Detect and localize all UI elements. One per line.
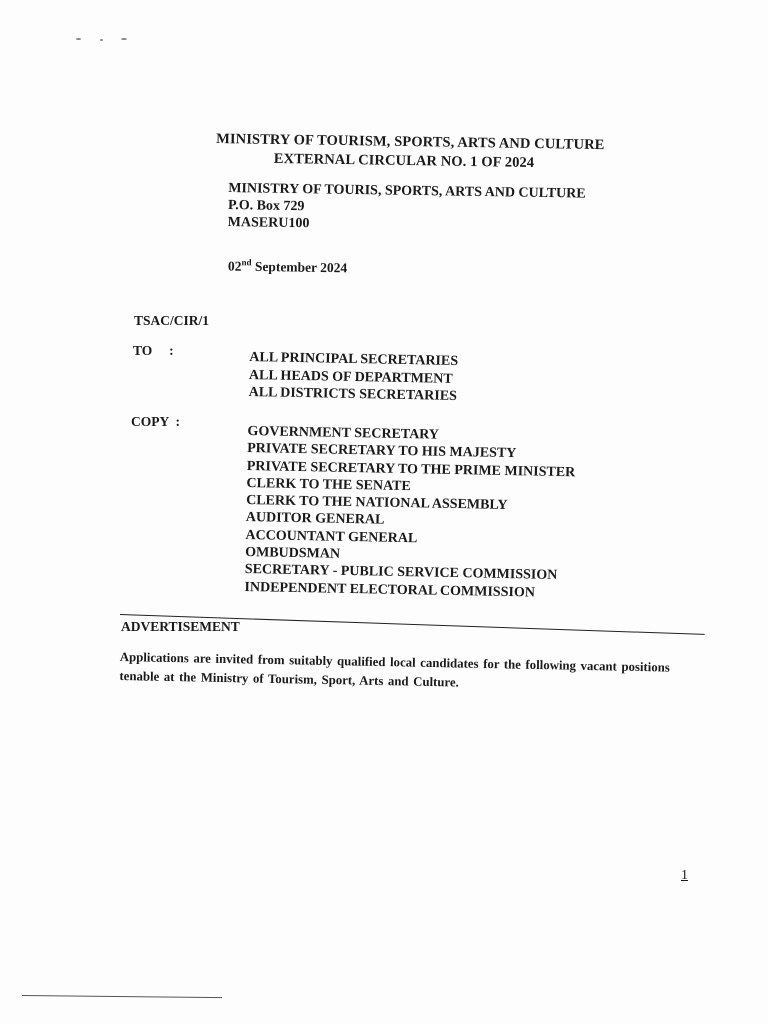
sender-address: [228, 180, 586, 237]
circular-heading: [216, 130, 605, 174]
scan-speck: [100, 39, 103, 41]
advertisement-title: ADVERTISEMENT: [121, 619, 240, 634]
copy-recipient-item: CLERK TO THE NATIONAL ASSEMBLY: [246, 493, 508, 514]
copy-recipient-item: SECRETARY - PUBLIC SERVICE COMMISSION: [244, 562, 558, 584]
copy-recipient-item: PRIVATE SECRETARY TO HIS MAJESTY: [247, 441, 517, 462]
copy-recipient-item: INDEPENDENT ELECTORAL COMMISSION: [244, 579, 536, 601]
address-line-city: MASERU100: [227, 214, 310, 232]
footer-line: [22, 995, 222, 998]
address-line-pobox: P.O. Box 729: [227, 198, 305, 215]
address-line-ministry: MINISTRY OF TOURIS, SPORTS, ARTS AND CULTURE: [228, 181, 586, 202]
copy-recipient-list: [244, 423, 576, 602]
copy-recipient-item: AUDITOR GENERAL: [245, 510, 385, 529]
advertisement-body: Applications are invited from suitably qualified local candidates for the following vacant positions tenable at the Ministry of Tourism, Sport, Arts and Culture.: [119, 649, 670, 690]
recipient-item: ALL PRINCIPAL SECRETARIES: [249, 350, 459, 370]
to-label: TO :: [133, 343, 174, 358]
copy-recipient-item: PRIVATE SECRETARY TO THE PRIME MINISTER: [246, 458, 576, 480]
recipient-list: [248, 349, 458, 405]
copy-label: COPY :: [131, 414, 180, 429]
copy-recipient-item: OMBUDSMAN: [245, 545, 341, 562]
date-rest: September 2024: [251, 258, 348, 276]
circular-number: EXTERNAL CIRCULAR NO. 1 OF 2024: [273, 150, 535, 171]
copy-recipient-item: CLERK TO THE SENATE: [246, 475, 411, 495]
date-suffix: nd: [241, 257, 252, 268]
page-number: 1: [681, 868, 688, 883]
copy-recipient-item: ACCOUNTANT GENERAL: [245, 527, 418, 547]
ministry-title: MINISTRY OF TOURISM, SPORTS, ARTS AND CULTURE: [216, 131, 605, 154]
date-day: 02: [227, 258, 242, 274]
reference-number: TSAC/CIR/1: [134, 313, 210, 328]
copy-recipient-item: GOVERNMENT SECRETARY: [247, 424, 440, 443]
circular-date: [228, 257, 348, 276]
recipient-item: ALL HEADS OF DEPARTMENT: [248, 367, 453, 387]
recipient-item: ALL DISTRICTS SECRETARIES: [248, 384, 458, 404]
scan-speck: [121, 38, 127, 40]
scan-speck: [76, 38, 81, 40]
